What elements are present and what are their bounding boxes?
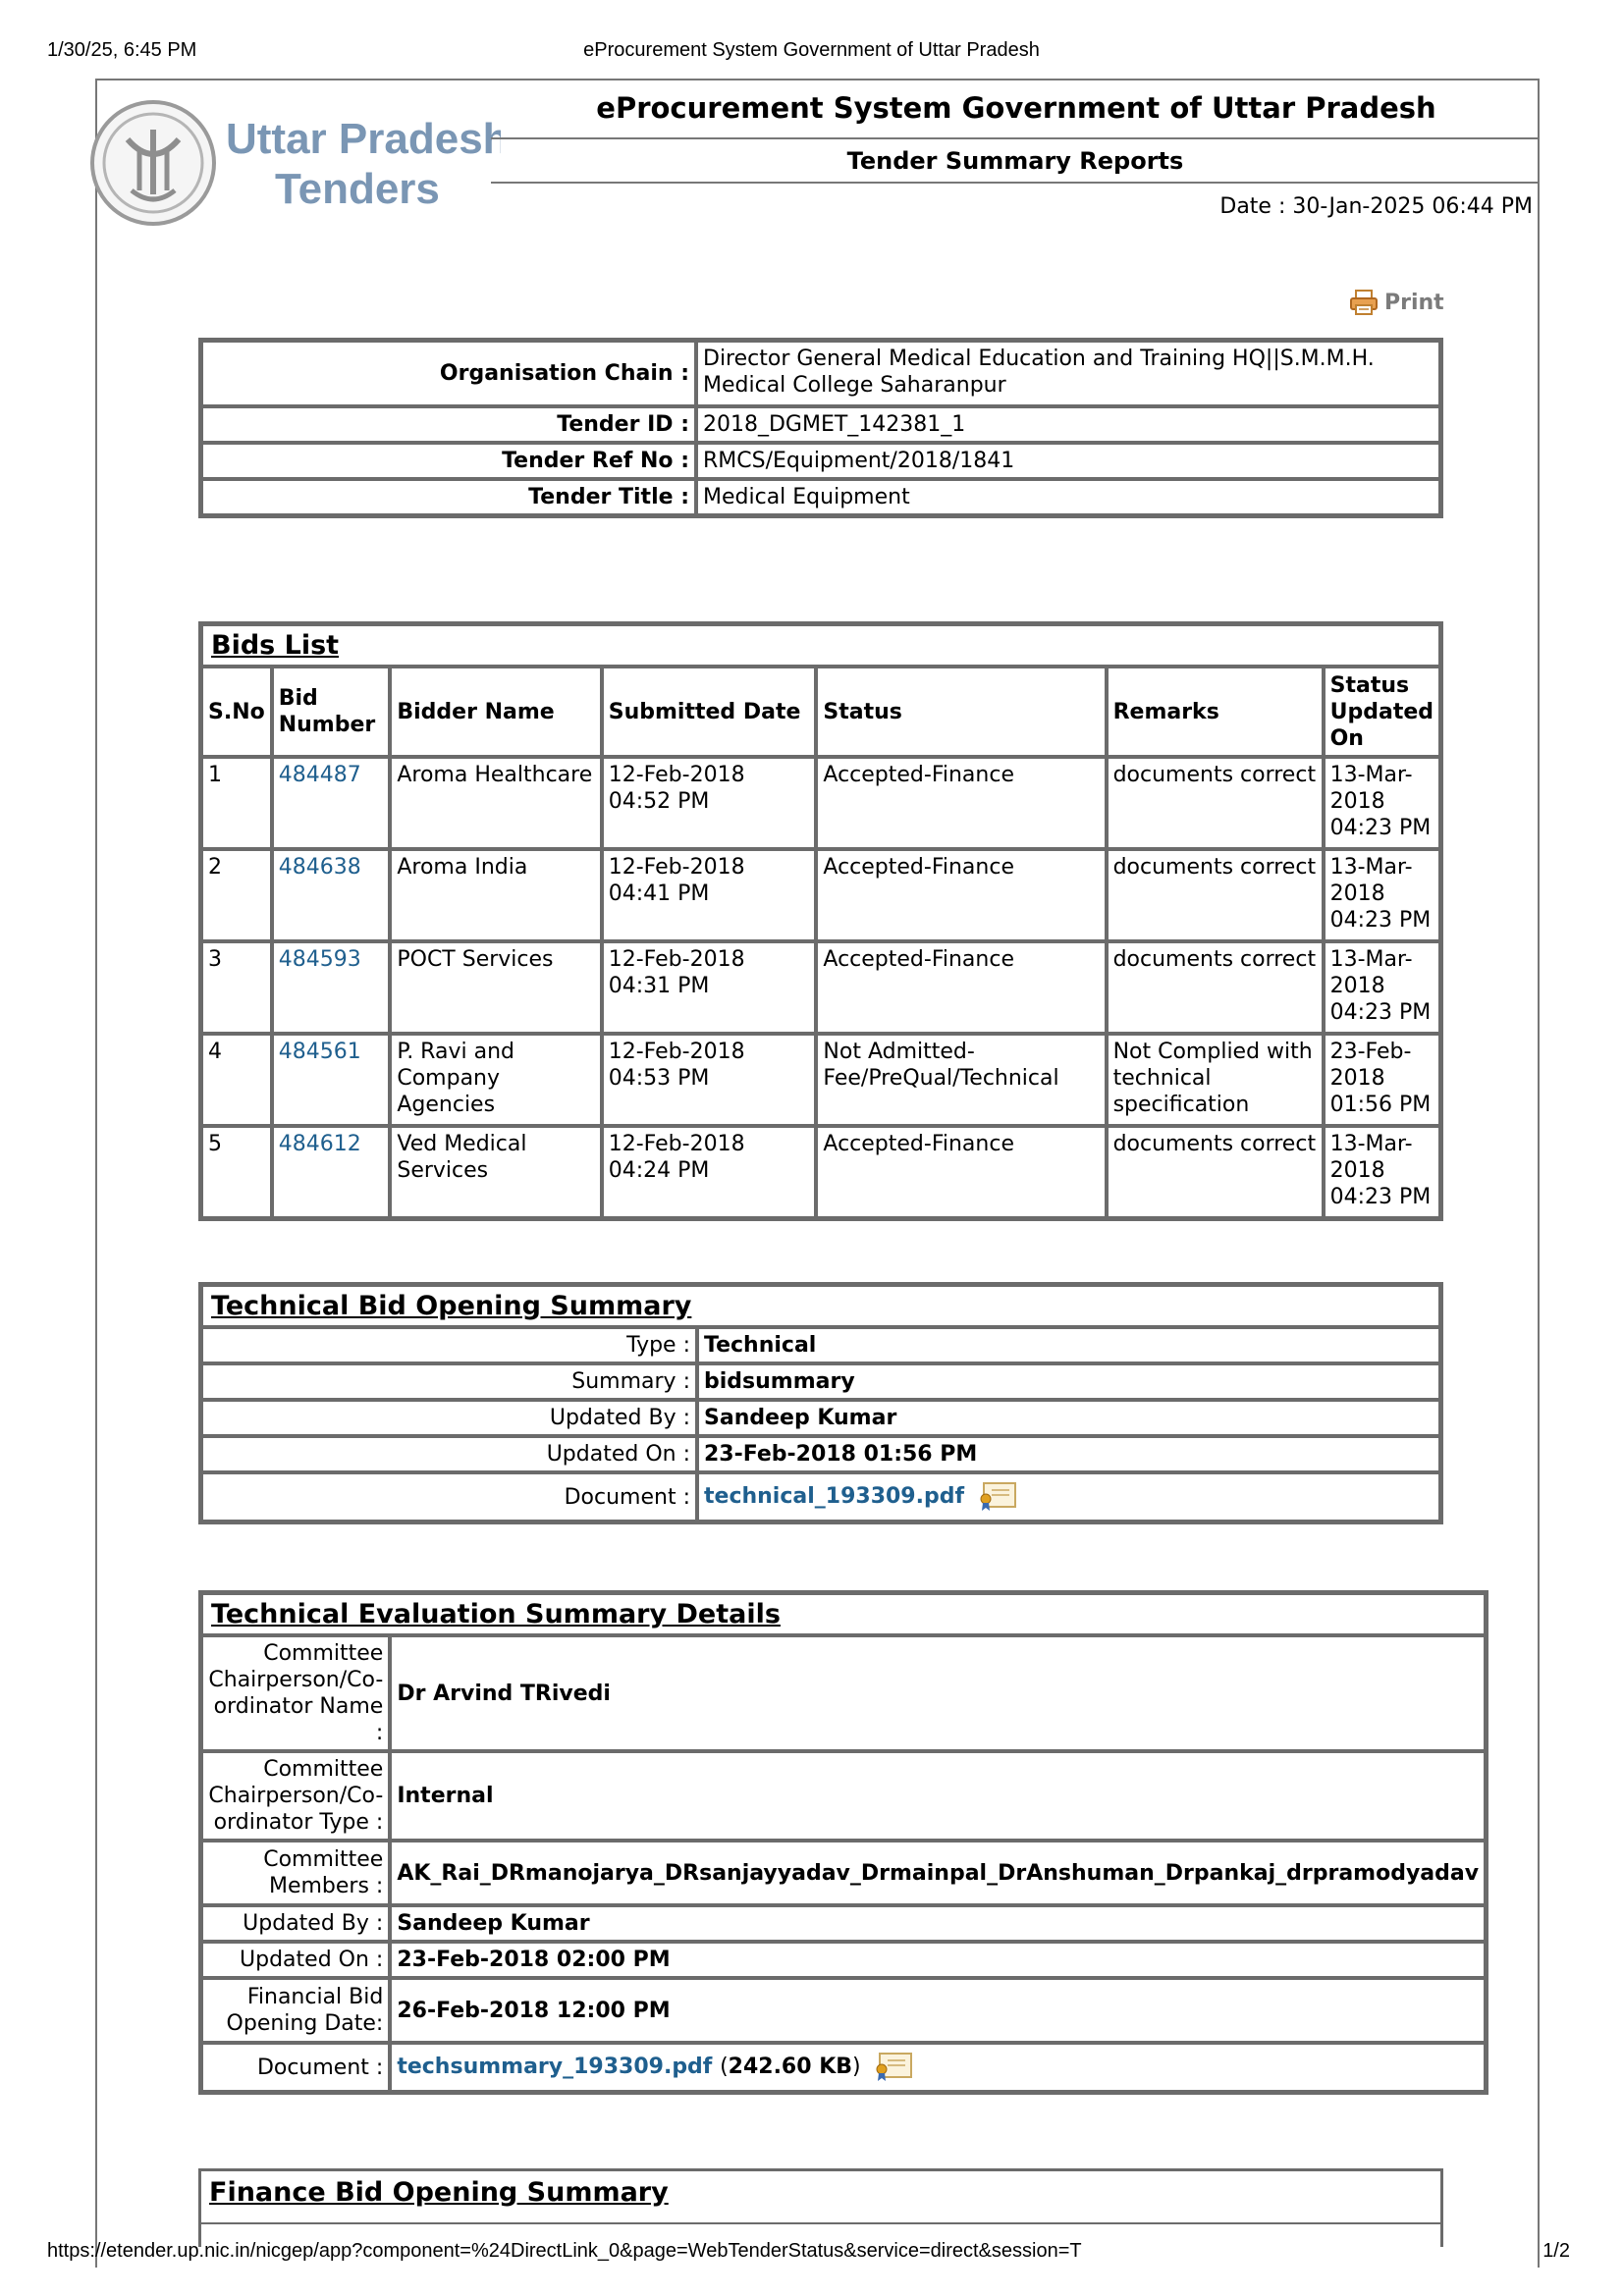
tech-opening-heading: Technical Bid Opening Summary — [201, 1285, 1440, 1327]
members-value: AK_Rai_DRmanojarya_DRsanjayyadav_Drmainpal_DrAnshuman_Drpankaj_drpramodyadav — [390, 1841, 1486, 1905]
print-label: Print — [1384, 290, 1444, 315]
up-emblem-logo — [88, 100, 501, 230]
document-label: Document : — [201, 1472, 697, 1522]
tender-id-label: Tender ID : — [201, 406, 696, 443]
doc-size: 242.60 KB — [728, 2055, 853, 2079]
print-page-title: eProcurement System Government of Uttar Pradesh — [583, 39, 1040, 61]
print-button[interactable] — [1349, 289, 1444, 316]
bid-sno: 4 — [201, 1034, 272, 1126]
col-header: S.No — [201, 667, 272, 757]
submitted-date: 12-Feb-2018 04:31 PM — [602, 941, 817, 1034]
report-subtitle: Tender Summary Reports — [846, 147, 1184, 175]
doc-size-close: ) — [852, 2055, 861, 2079]
bid-remarks: documents correct — [1107, 757, 1324, 849]
bid-number-link[interactable]: 484561 — [278, 1040, 361, 1064]
updated-on-value: 23-Feb-2018 01:56 PM — [697, 1436, 1440, 1472]
eval-updated-on-label: Updated On : — [201, 1942, 390, 1978]
bid-status: Accepted-Finance — [816, 941, 1106, 1034]
report-date: Date : 30-Jan-2025 06:44 PM — [1219, 194, 1533, 219]
tender-details-table — [198, 338, 1443, 518]
submitted-date: 12-Feb-2018 04:53 PM — [602, 1034, 817, 1126]
chair-name-value: Dr Arvind TRivedi — [390, 1635, 1486, 1751]
bid-sno: 2 — [201, 849, 272, 941]
bid-sno: 3 — [201, 941, 272, 1034]
certificate-icon[interactable] — [976, 1481, 1017, 1513]
site-title: eProcurement System Government of Uttar Pradesh — [596, 91, 1436, 125]
updated-by-value: Sandeep Kumar — [697, 1400, 1440, 1436]
submitted-date: 12-Feb-2018 04:24 PM — [602, 1126, 817, 1218]
divider — [491, 182, 1540, 184]
table-row — [201, 941, 1440, 1034]
org-chain-label: Organisation Chain : — [201, 341, 696, 406]
bid-sno: 5 — [201, 1126, 272, 1218]
bid-status: Not Admitted-Fee/PreQual/Technical — [816, 1034, 1106, 1126]
col-header: Status — [816, 667, 1106, 757]
bids-list-table — [198, 621, 1443, 1221]
bid-number-link[interactable]: 484593 — [278, 947, 361, 972]
bids-list-heading: Bids List — [201, 624, 1440, 667]
chair-type-label: Committee Chairperson/Co-ordinator Type : — [201, 1751, 390, 1841]
tender-ref-label: Tender Ref No : — [201, 443, 696, 479]
col-header: Remarks — [1107, 667, 1324, 757]
table-row — [201, 1034, 1440, 1126]
summary-value: bidsummary — [697, 1363, 1440, 1400]
techsummary-pdf-link[interactable]: techsummary_193309.pdf — [397, 2055, 713, 2079]
bid-sno: 1 — [201, 757, 272, 849]
divider — [491, 137, 1540, 139]
status-updated-on: 13-Mar-2018 04:23 PM — [1324, 849, 1440, 941]
chair-type-value: Internal — [390, 1751, 1486, 1841]
finance-opening-section — [198, 2168, 1443, 2247]
eval-updated-by-label: Updated By : — [201, 1905, 390, 1942]
svg-text:Uttar Pradesh: Uttar Pradesh — [226, 115, 501, 163]
tender-ref-value: RMCS/Equipment/2018/1841 — [696, 443, 1440, 479]
tender-title-value: Medical Equipment — [696, 479, 1440, 515]
doc-size-open: ( — [720, 2055, 729, 2079]
submitted-date: 12-Feb-2018 04:41 PM — [602, 849, 817, 941]
bid-status: Accepted-Finance — [816, 1126, 1106, 1218]
bid-number-link[interactable]: 484487 — [278, 763, 361, 787]
bidder-name: Aroma India — [390, 849, 601, 941]
bid-remarks: documents correct — [1107, 1126, 1324, 1218]
fin-date-label: Financial Bid Opening Date: — [201, 1978, 390, 2043]
tech-eval-table — [198, 1590, 1488, 2095]
col-header: Status Updated On — [1324, 667, 1440, 757]
summary-label: Summary : — [201, 1363, 697, 1400]
submitted-date: 12-Feb-2018 04:52 PM — [602, 757, 817, 849]
col-header: Submitted Date — [602, 667, 817, 757]
bidder-name: Aroma Healthcare — [390, 757, 601, 849]
tech-opening-table — [198, 1282, 1443, 1524]
technical-pdf-link[interactable]: technical_193309.pdf — [704, 1484, 965, 1509]
certificate-icon[interactable] — [872, 2052, 913, 2083]
site-logo[interactable] — [88, 100, 501, 230]
eval-document-label: Document : — [201, 2043, 390, 2092]
type-value: Technical — [697, 1327, 1440, 1363]
bid-remarks: Not Complied with technical specification — [1107, 1034, 1324, 1126]
bid-number-link[interactable]: 484612 — [278, 1132, 361, 1156]
svg-text:Tenders: Tenders — [275, 165, 440, 213]
bidder-name: POCT Services — [390, 941, 601, 1034]
fin-date-value: 26-Feb-2018 12:00 PM — [390, 1978, 1486, 2043]
bid-remarks: documents correct — [1107, 849, 1324, 941]
table-row — [201, 757, 1440, 849]
eval-updated-by-value: Sandeep Kumar — [390, 1905, 1486, 1942]
bid-remarks: documents correct — [1107, 941, 1324, 1034]
type-label: Type : — [201, 1327, 697, 1363]
org-chain-value: Director General Medical Education and Training HQ||S.M.M.H. Medical College Saharanpur — [696, 341, 1440, 406]
status-updated-on: 23-Feb-2018 01:56 PM — [1324, 1034, 1440, 1126]
bid-status: Accepted-Finance — [816, 849, 1106, 941]
bidder-name: P. Ravi and Company Agencies — [390, 1034, 601, 1126]
printer-icon — [1349, 289, 1379, 316]
table-row — [201, 849, 1440, 941]
updated-by-label: Updated By : — [201, 1400, 697, 1436]
print-datetime: 1/30/25, 6:45 PM — [47, 39, 197, 61]
col-header: Bidder Name — [390, 667, 601, 757]
status-updated-on: 13-Mar-2018 04:23 PM — [1324, 941, 1440, 1034]
col-header: Bid Number — [272, 667, 391, 757]
status-updated-on: 13-Mar-2018 04:23 PM — [1324, 757, 1440, 849]
updated-on-label: Updated On : — [201, 1436, 697, 1472]
tender-id-value: 2018_DGMET_142381_1 — [696, 406, 1440, 443]
bid-status: Accepted-Finance — [816, 757, 1106, 849]
chair-name-label: Committee Chairperson/Co-ordinator Name : — [201, 1635, 390, 1751]
bidder-name: Ved Medical Services — [390, 1126, 601, 1218]
table-row — [201, 1126, 1440, 1218]
members-label: Committee Members : — [201, 1841, 390, 1905]
tech-eval-heading: Technical Evaluation Summary Details — [201, 1593, 1486, 1635]
bid-number-link[interactable]: 484638 — [278, 855, 361, 880]
eval-updated-on-value: 23-Feb-2018 02:00 PM — [390, 1942, 1486, 1978]
tender-title-label: Tender Title : — [201, 479, 696, 515]
print-page-number: 1/2 — [1542, 2240, 1570, 2262]
status-updated-on: 13-Mar-2018 04:23 PM — [1324, 1126, 1440, 1218]
finance-opening-heading: Finance Bid Opening Summary — [201, 2171, 1440, 2224]
print-url: https://etender.up.nic.in/nicgep/app?component=%24DirectLink_0&page=WebTenderStatus&service=direct&session=T — [47, 2240, 1082, 2262]
